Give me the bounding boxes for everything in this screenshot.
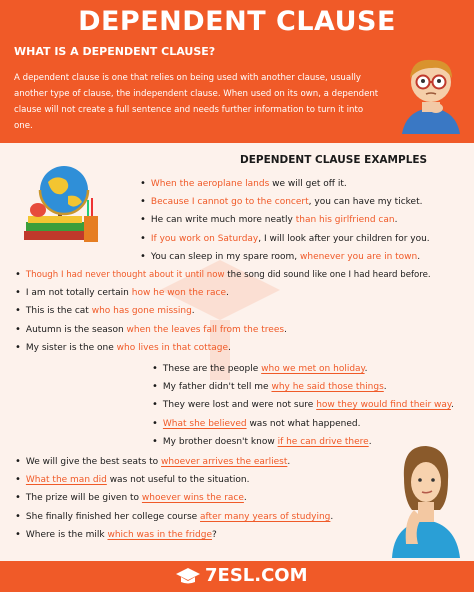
list-item: • My father didn't tell me why he said those things. [152, 378, 454, 396]
examples-list-2 [15, 266, 431, 357]
page-title: DEPENDENT CLAUSE [78, 6, 396, 37]
list-item: • My brother doesn't know if he can drive there. [152, 433, 454, 451]
thinking-boy-illustration [398, 52, 464, 134]
list-item: • Autumn is the season when the leaves fall from the trees. [15, 321, 431, 339]
list-item: • When the aeroplane lands we will get off it. [140, 175, 430, 193]
examples-list-3 [152, 360, 454, 451]
list-item: • Though I had never thought about it until now the song did sound like one I had heard before. [15, 266, 431, 284]
brand-logo [175, 565, 308, 586]
list-item: • She finally finished her college course after many years of studying. [15, 508, 333, 526]
globe-books-illustration [22, 160, 104, 246]
list-item: • You can sleep in my spare room, whenever you are in town. [140, 248, 430, 266]
list-item: • What she believed was not what happened. [152, 415, 454, 433]
definition-paragraph: A dependent clause is one that relies on being used with another clause, usually another type of clause, the independent clause. When used on its own, a dependent clause will not create a full sentence and needs further information to turn it into one. [14, 73, 379, 131]
list-item: • This is the cat who has gone missing. [15, 302, 431, 320]
list-item: • He can write much more neatly than his girlfriend can. [140, 211, 430, 229]
list-item: • Because I cannot go to the concert, you can have my ticket. [140, 193, 430, 211]
list-item: • Where is the milk which was in the fridge? [15, 526, 333, 544]
list-item: • These are the people who we met on holiday. [152, 360, 454, 378]
examples-list-1 [140, 175, 430, 266]
logo-text: 7ESL.COM [205, 565, 308, 586]
list-item: • My sister is the one who lives in that cottage. [15, 339, 431, 357]
list-item: • We will give the best seats to whoever arrives the earliest. [15, 453, 333, 471]
list-item: • They were lost and were not sure how they would find their way. [152, 396, 454, 414]
list-item: • If you work on Saturday, I will look after your children for you. [140, 230, 430, 248]
list-item: • The prize will be given to whoever wins the race. [15, 489, 333, 507]
list-item: • I am not totally certain how he won the race. [15, 284, 431, 302]
section-question: WHAT IS A DEPENDENT CLAUSE? [14, 45, 216, 58]
examples-heading: DEPENDENT CLAUSE EXAMPLES [240, 154, 428, 166]
list-item: • What the man did was not useful to the situation. [15, 471, 333, 489]
examples-list-4 [15, 453, 333, 544]
graduation-cap-icon [175, 567, 201, 585]
thinking-woman-illustration [386, 440, 464, 558]
